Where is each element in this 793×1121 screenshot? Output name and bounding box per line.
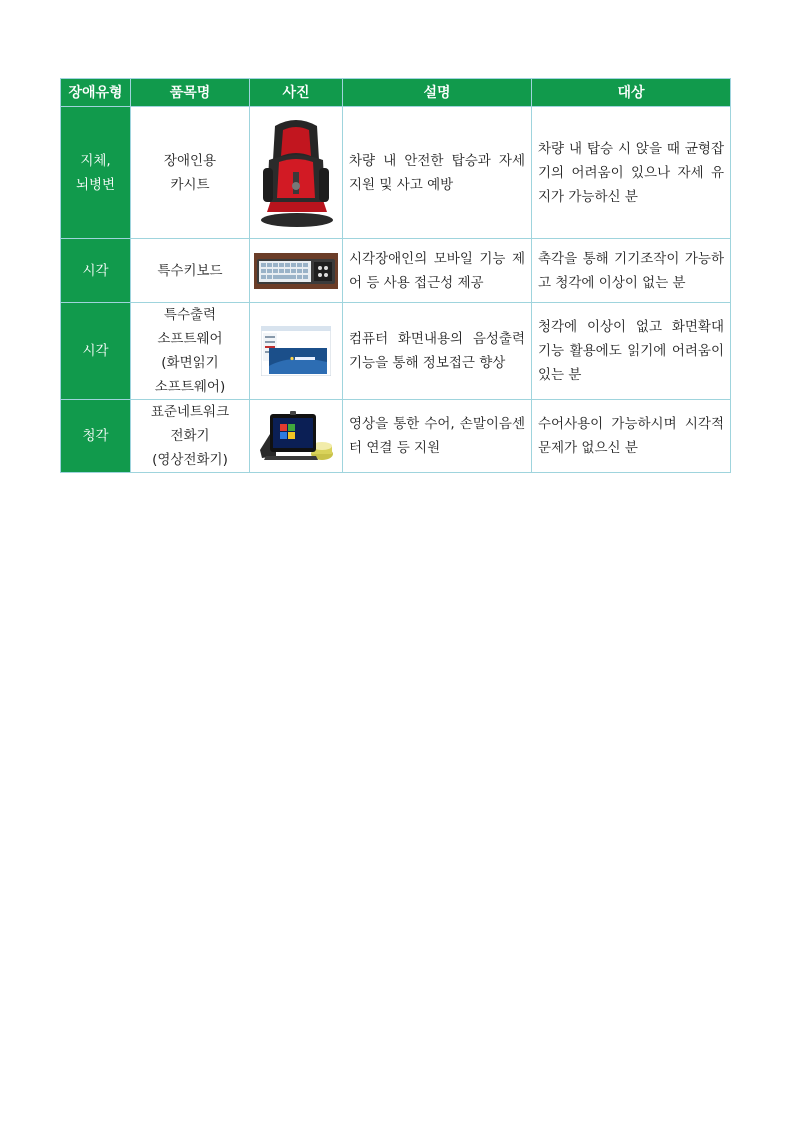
description-cell: 컴퓨터 화면내용의 음성출력 기능을 통해 정보접근 향상 (343, 303, 532, 400)
table-header-row (61, 79, 731, 107)
disability-type-cell (61, 239, 131, 303)
description-cell: 시각장애인의 모바일 기능 제어 등 사용 접근성 제공 (343, 239, 532, 303)
header-item-name: 품목명 (131, 79, 250, 107)
video-phone-photo (256, 410, 336, 462)
table-row (61, 239, 731, 303)
header-disability-type: 장애유형 (61, 79, 131, 107)
header-description: 설명 (343, 79, 532, 107)
item-name-cell (131, 400, 250, 473)
assistive-device-table (60, 78, 731, 473)
name-line: 장애인용 (163, 152, 217, 169)
disability-type-cell (61, 400, 131, 473)
table-row (61, 400, 731, 473)
target-cell: 차량 내 탑승 시 앉을 때 균형잡기의 어려움이 있으나 자세 유지가 가능하신 분 (532, 107, 731, 239)
table-row (61, 303, 731, 400)
photo-cell (250, 303, 343, 400)
name-line: 전화기 (170, 428, 210, 444)
header-photo: 사진 (250, 79, 343, 107)
name-line: 소프트웨어) (154, 379, 226, 395)
name-line: 표준네트워크 (150, 404, 230, 420)
type-line: 지체, (80, 152, 111, 169)
target-cell: 수어사용이 가능하시며 시각적 문제가 없으신 분 (532, 400, 731, 473)
target-cell: 청각에 이상이 없고 화면확대 기능 활용에도 읽기에 어려움이 있는 분 (532, 303, 731, 400)
disability-type-cell (61, 107, 131, 239)
type-line: 시각 (82, 343, 109, 359)
name-line: (영상전화기) (152, 452, 228, 468)
photo-cell (250, 239, 343, 303)
photo-cell (250, 400, 343, 473)
screen-reader-software-photo (261, 326, 331, 376)
item-name-cell (131, 107, 250, 239)
description-cell: 영상을 통한 수어, 손말이음센터 연결 등 지원 (343, 400, 532, 473)
table-row (61, 107, 731, 239)
name-line: 특수키보드 (157, 262, 223, 279)
description-cell: 차량 내 안전한 탑승과 자세 지원 및 사고 예방 (343, 107, 532, 239)
target-cell: 촉각을 통해 기기조작이 가능하고 청각에 이상이 없는 분 (532, 239, 731, 303)
photo-cell (250, 107, 343, 239)
type-line: 뇌병변 (75, 176, 116, 193)
name-line: (화면읽기 (161, 355, 219, 371)
header-target: 대상 (532, 79, 731, 107)
item-name-cell (131, 303, 250, 400)
item-name-cell (131, 239, 250, 303)
name-line: 소프트웨어 (157, 331, 223, 347)
name-line: 특수출력 (163, 307, 217, 323)
keyboard-photo (254, 253, 338, 289)
disability-type-cell (61, 303, 131, 400)
type-line: 청각 (82, 428, 109, 444)
car-seat-photo (257, 116, 335, 230)
type-line: 시각 (82, 262, 109, 279)
name-line: 카시트 (170, 176, 210, 193)
